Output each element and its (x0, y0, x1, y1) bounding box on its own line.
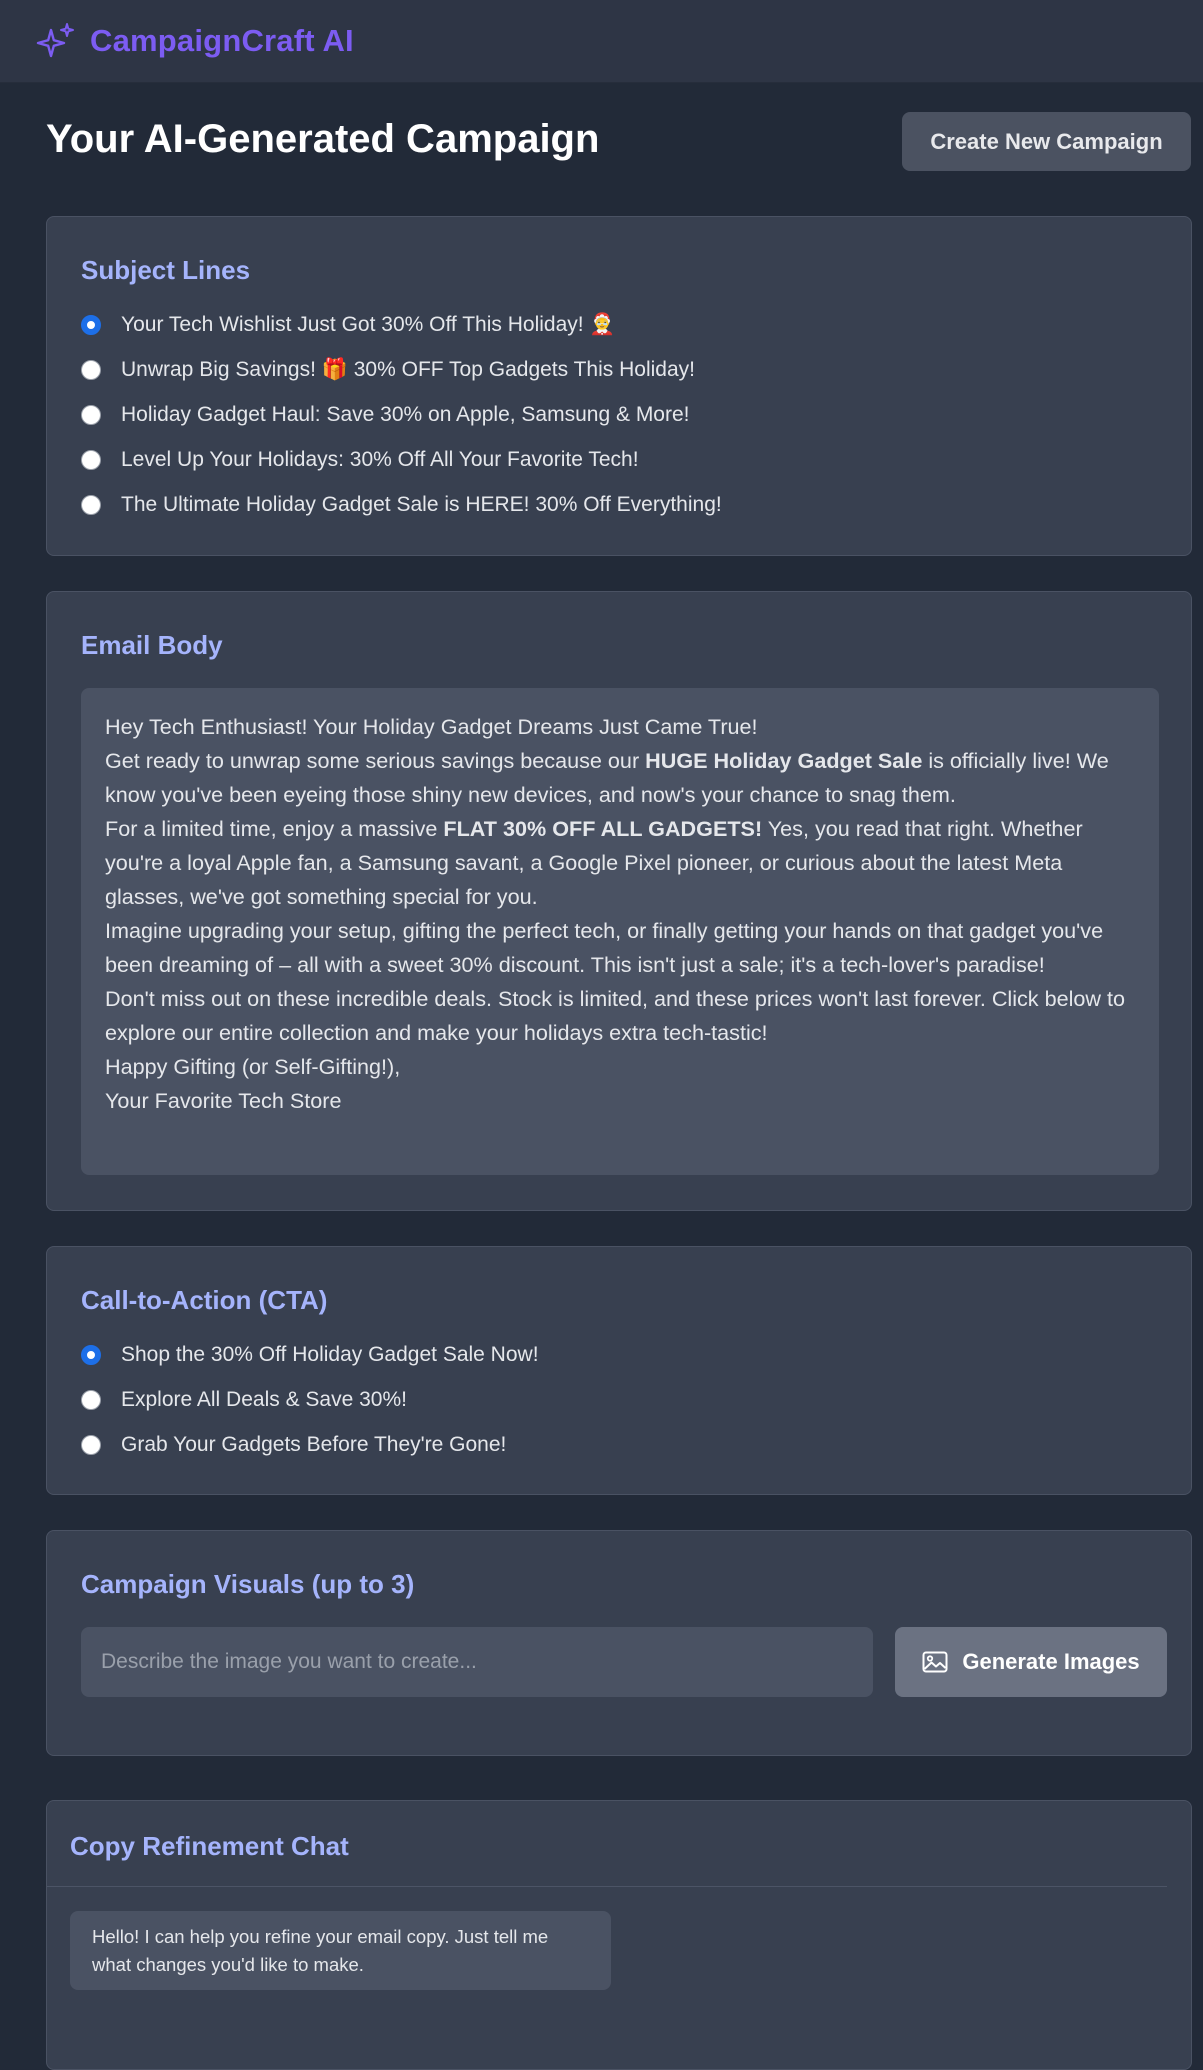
subject-line-option[interactable] (81, 448, 639, 472)
subject-lines-card (46, 216, 1192, 556)
chat-message: Hello! I can help you refine your email copy. Just tell me what changes you'd like to make. (70, 1911, 611, 1990)
cta-option[interactable] (81, 1433, 506, 1457)
generate-images-label: Generate Images (962, 1649, 1140, 1674)
subject-line-text: Level Up Your Holidays: 30% Off All Your Favorite Tech! (121, 448, 639, 471)
radio-button[interactable] (81, 315, 101, 335)
radio-button[interactable] (81, 405, 101, 425)
cta-title: Call-to-Action (CTA) (81, 1285, 328, 1315)
email-paragraph: Hey Tech Enthusiast! Your Holiday Gadget Dreams Just Came True! (105, 714, 758, 739)
email-paragraph: Imagine upgrading your setup, gifting the perfect tech, or finally getting your hands on that gadget you've been dreaming of – all with a sweet 30% discount. This isn't just a sale; it's a tech-lover's paradise! (105, 918, 1104, 977)
radio-button[interactable] (81, 360, 101, 380)
email-body-card (46, 591, 1192, 1211)
image-icon (922, 1651, 948, 1673)
radio-button[interactable] (81, 450, 101, 470)
email-paragraph: For a limited time, enjoy a massive FLAT 30% OFF ALL GADGETS! Yes, you read that right. Whether you're a loyal Apple fan, a Samsung savant, a Google Pixel pioneer, or curious about the latest Meta glasses, we've got something special for you. (105, 816, 1083, 909)
brand-name[interactable]: CampaignCraft AI (90, 23, 354, 58)
cta-card (46, 1246, 1192, 1495)
top-bar (0, 0, 1203, 83)
subject-line-text: The Ultimate Holiday Gadget Sale is HERE! 30% Off Everything! (121, 493, 722, 516)
cta-text: Grab Your Gadgets Before They're Gone! (121, 1433, 507, 1456)
cta-option[interactable] (81, 1343, 539, 1367)
radio-button[interactable] (81, 1435, 101, 1455)
page-title: Your AI-Generated Campaign (46, 117, 600, 161)
email-paragraph: Don't miss out on these incredible deals. Stock is limited, and these prices won't last forever. Click below to explore our entire collection and make your holidays extra tech-tastic! (105, 986, 1126, 1045)
campaign-visuals-card (46, 1530, 1192, 1756)
radio-button[interactable] (81, 1345, 101, 1365)
subject-line-option[interactable] (81, 493, 722, 517)
radio-button[interactable] (81, 1390, 101, 1410)
email-body-title: Email Body (81, 630, 223, 660)
image-prompt-input[interactable] (81, 1627, 873, 1697)
subject-line-option[interactable] (81, 403, 690, 427)
email-paragraph: Happy Gifting (or Self-Gifting!), (105, 1054, 401, 1079)
subject-line-text: Unwrap Big Savings! 🎁 30% OFF Top Gadgets This Holiday! (121, 358, 695, 381)
cta-option[interactable] (81, 1388, 407, 1412)
chat-title: Copy Refinement Chat (70, 1831, 349, 1861)
subject-line-option[interactable] (81, 313, 616, 337)
email-paragraph: Your Favorite Tech Store (105, 1088, 342, 1113)
cta-text: Explore All Deals & Save 30%! (121, 1388, 407, 1411)
subject-line-text: Your Tech Wishlist Just Got 30% Off This Holiday! 🤶 (121, 313, 616, 336)
subject-lines-title: Subject Lines (81, 255, 251, 285)
chat-card (46, 1800, 1192, 2070)
email-paragraph: Get ready to unwrap some serious savings because our HUGE Holiday Gadget Sale is officially live! We know you've been eyeing those shiny new devices, and now's your chance to snag them. (105, 748, 1109, 807)
subject-line-text: Holiday Gadget Haul: Save 30% on Apple, Samsung & More! (121, 403, 690, 426)
create-new-campaign-button[interactable]: Create New Campaign (902, 112, 1191, 171)
divider (47, 1886, 1167, 1887)
radio-button[interactable] (81, 495, 101, 515)
email-body-text[interactable] (81, 688, 1159, 1175)
cta-text: Shop the 30% Off Holiday Gadget Sale Now! (121, 1343, 539, 1366)
generate-images-button[interactable] (895, 1627, 1167, 1697)
sparkles-icon (36, 20, 78, 62)
subject-line-option[interactable] (81, 358, 695, 382)
campaign-visuals-title: Campaign Visuals (up to 3) (81, 1569, 415, 1599)
